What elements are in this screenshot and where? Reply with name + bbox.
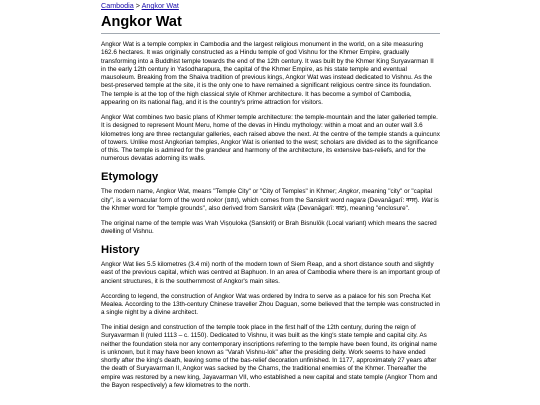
- etymology-text: (នគរ), which comes from the Sanskrit word: [222, 196, 347, 204]
- term-nagara: nagara: [346, 196, 366, 204]
- section-heading-etymology: Etymology: [101, 171, 159, 184]
- breadcrumb-link-cambodia[interactable]: Cambodia: [101, 1, 134, 10]
- intro-paragraph-2: Angkor Wat combines two basic plans of Khmer temple architecture: the temple-mountain and the later galleried temple. It is designed to represent Mount Meru, home of the devas in Hindu mythology: within a moat and an outer wall 3.6 kilometres long are three rectangular galleries, each raised above the next. At the centre of the temple stands a quincunx of towers. Unlike most Angkorian temples, Angkor Wat is oriented to the west; scholars are divided as to the significance of this. The temple is admired for the grandeur and harmony of the architecture, its extensive bas-reliefs, and for the numerous devatas adorning its walls.: [101, 113, 440, 163]
- etymology-paragraph-1: [101, 188, 440, 213]
- page-title: Angkor Wat: [101, 13, 440, 34]
- breadcrumb: [101, 0, 440, 10]
- etymology-paragraph-2: The original name of the temple was Vrah Viṣṇuloka (Sanskrit) or Brah Bisnulōk (Local variant) which means the sacred dwelling of Vishnu.: [101, 219, 437, 236]
- breadcrumb-link-angkor-wat[interactable]: Angkor Wat: [141, 1, 179, 10]
- etymology-text: is the Khmer word for "temple grounds", also derived from Sanskrit: [101, 196, 439, 212]
- term-wat: Wat: [421, 196, 433, 204]
- etymology-text: , meaning "city" or "capital city", is a vernacular form of the word: [101, 188, 432, 204]
- etymology-text: (Devanāgarī: वाट), meaning "enclosure".: [295, 204, 410, 212]
- history-paragraph-2: According to legend, the construction of Angkor Wat was ordered by Indra to serve as a palace for his son Precha Ket Mealea. According to the 13th-century Chinese traveller Zhou Daguan, some believed that the temple was constructed in a single night by a divine architect.: [101, 292, 440, 317]
- etymology-text: (Devanāgarī: नगर).: [365, 196, 422, 204]
- term-angkor: Angkor: [338, 188, 359, 196]
- section-heading-history: History: [101, 244, 140, 257]
- term-vata: vāṭa: [283, 204, 296, 212]
- history-paragraph-3: The initial design and construction of the temple took place in the first half of the 12th century, during the reign of Suryavarman II (ruled 1113 – c. 1150). Dedicated to Vishnu, it was built as the king's state temple and capital city. As neither the foundation stela nor any contemporary inscriptions referring to the temple have been found, its original name is unknown, but it may have been known as "Varah Vishnu-lok" after the presiding deity. Work seems to have ended shortly after the king's death, leaving some of the bas-relief decoration unfinished. In 1177, approximately 27 years after the death of Suryavarman II, Angkor was sacked by the Chams, the traditional enemies of the Khmer. Thereafter the empire was restored by a new king, Jayavarman VII, who established a new capital and state temple (Angkor Thom and the Bayon respectively) a few kilometres to the north.: [101, 323, 438, 390]
- etymology-text: The modern name, Angkor Wat, means "Temple City" or "City of Temples" in Khmer;: [101, 188, 339, 196]
- intro-paragraph-1: Angkor Wat is a temple complex in Cambodia and the largest religious monument in the world, on a site measuring 162.6 hectares. It was originally constructed as a Hindu temple of god Vishnu for the Khmer Empire, gradually transforming into a Buddhist temple towards the end of the 12th century. It was built by the Khmer King Suryavarman II in the early 12th century in Yaśodharapura, the capital of the Khmer Empire, as his state temple and eventual mausoleum. Breaking from the Shaiva tradition of previous kings, Angkor Wat was instead dedicated to Vishnu. As the best-preserved temple at the site, it is the only one to have remained a significant religious centre since its foundation. The temple is at the top of the high classical style of Khmer architecture. It has become a symbol of Cambodia, appearing on its national flag, and it is the country's prime attraction for visitors.: [101, 41, 434, 107]
- breadcrumb-separator: >: [135, 1, 140, 10]
- term-nokor: nokor: [206, 196, 223, 204]
- history-paragraph-1: Angkor Wat lies 5.5 kilometres (3.4 mi) north of the modern town of Siem Reap, and a short distance south and slightly east of the previous capital, which was centred at Baphuon. In an area of Cambodia where there is an important group of ancient structures, it is the southernmost of Angkor's main sites.: [101, 261, 440, 285]
